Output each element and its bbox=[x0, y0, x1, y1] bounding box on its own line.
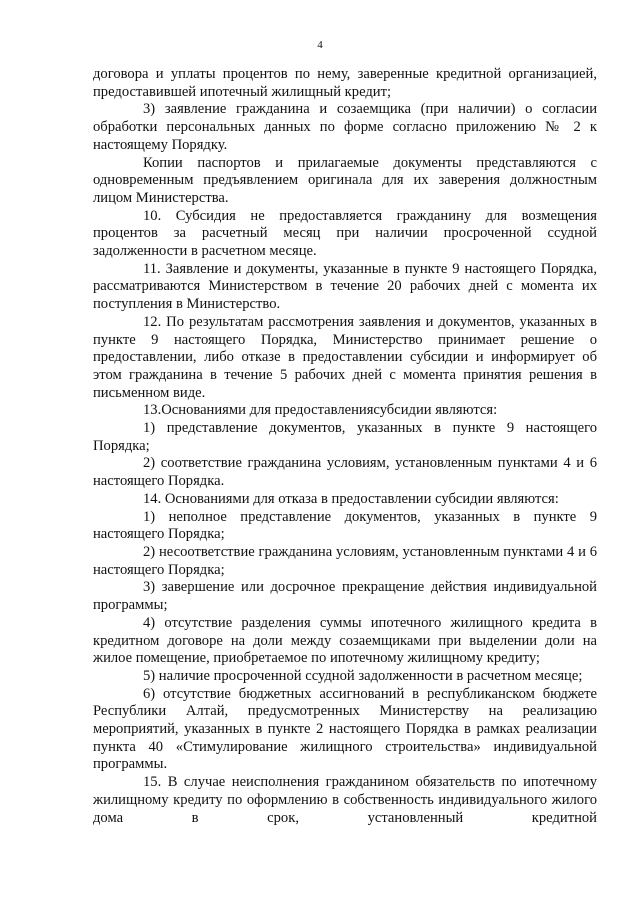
paragraph-point-14-item-5: 5) наличие просроченной ссудной задолженности в расчетном месяце; bbox=[143, 667, 583, 684]
paragraph-point-14-item-1: 1) неполное представление документов, указанных в пункте 9 настоящего Порядка; bbox=[93, 508, 597, 543]
paragraph-point-13-item-2: 2) соответствие гражданина условиям, установленным пунктами 4 и 6 настоящего Порядка. bbox=[93, 455, 597, 490]
paragraph-copies: Копии паспортов и прилагаемые документы представляются с одновременным предъявлением оригинала для их заверения должностным лицом Министерства. bbox=[93, 154, 597, 206]
paragraph-point-14-item-3: 3) завершение или досрочное прекращение действия индивидуальной программы; bbox=[93, 579, 597, 614]
paragraph-point-14: 14. Основаниями для отказа в предоставлении субсидии являются: bbox=[143, 490, 559, 507]
paragraph-point-14-item-2: 2) несоответствие гражданина условиям, установленным пунктами 4 и 6 настоящего Порядка; bbox=[93, 543, 597, 578]
paragraph-point-14-item-6: 6) отсутствие бюджетных ассигнований в республиканском бюджете Республики Алтай, предусмотренных Министерству на реализацию мероприятий, указанных в пункте 2 настоящего Порядка в рамках реализации пункта 40 «Стимулирование жилищного строительства» индивидуальной программы. bbox=[93, 685, 597, 773]
paragraph-point-15: 15. В случае неисполнения гражданином обязательств по ипотечному жилищному кредиту по оформлению в собственность индивидуального жилого дома в срок, установленный кредитной bbox=[93, 774, 597, 826]
paragraph-point-14-item-4: 4) отсутствие разделения суммы ипотечного жилищного кредита в кредитном договоре на доли между созаемщиками при выделении доли на жилое помещение, приобретаемое по ипотечному жилищному кредиту; bbox=[93, 614, 597, 667]
paragraph-point-13-item-1: 1) представление документов, указанных в пункте 9 настоящего Порядка; bbox=[93, 420, 597, 454]
paragraph-point-13: 13.Основаниями для предоставлениясубсидии являются: bbox=[143, 402, 498, 419]
paragraph-point-10: 10. Субсидия не предоставляется гражданину для возмещения процентов за расчетный месяц при наличии просроченной ссудной задолженности в расчетном месяце. bbox=[93, 207, 597, 260]
paragraph-continuation: договора и уплаты процентов по нему, заверенные кредитной организацией, предоставившей ипотечный жилищный кредит; bbox=[93, 66, 597, 100]
page-number: 4 bbox=[317, 39, 323, 51]
paragraph-point-11: 11. Заявление и документы, указанные в пункте 9 настоящего Порядка, рассматриваются Министерством в течение 20 рабочих дней с момента их поступления в Министерство. bbox=[93, 260, 597, 313]
paragraph-item-3-consent: 3) заявление гражданина и созаемщика (при наличии) о согласии обработки персональных данных по форме согласно приложению № 2 к настоящему Порядку. bbox=[93, 101, 597, 153]
document-body bbox=[93, 66, 597, 827]
paragraph-point-12: 12. По результатам рассмотрения заявления и документов, указанных в пункте 9 настоящего Порядка, Министерство принимает решение о предоставлении, либо отказе в предоставлении субсидии и информирует об этом гражданина в течение 5 рабочих дней с момента принятия решения в письменном виде. bbox=[93, 313, 597, 401]
